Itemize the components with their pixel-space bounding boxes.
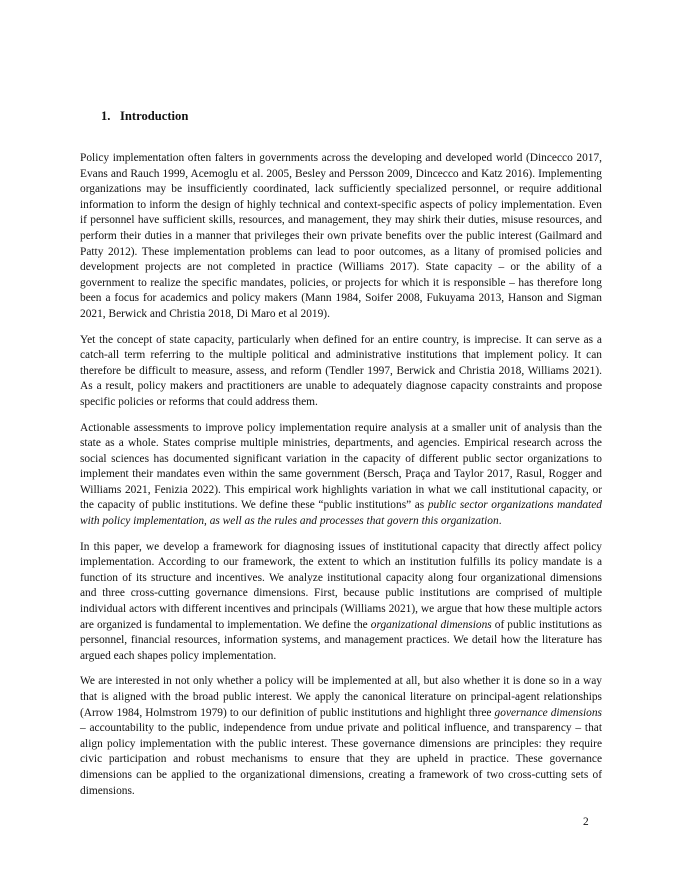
paragraph-2-text: Yet the concept of state capacity, particularly when defined for an entire country, is imprecise. It can serve as a catch-all term referring to the multiple political and administrative institutions that implement policy. It can therefore be difficult to measure, assess, and reform (Tendler 1997, Berwick and Christia 2018, Williams 2021). As a result, policy makers and practitioners are unable to adequately diagnose capacity constraints and propose specific policies or reforms that could address them.: [80, 333, 602, 408]
page-number: 2: [583, 816, 589, 828]
paragraph-3-text: Actionable assessments to improve policy implementation require analysis at a smaller unit of analysis than the state as a whole. States comprise multiple ministries, departments, and agencies. Empirical research across the social sciences has documented significant variation in the capacity of different public sector organizations to implement their mandates even within the same government (Bersch, Praça and Taylor 2017, Rasul, Rogger and Williams 2021, Fenizia 2022). This empirical work highlights variation in what we call institutional capacity, or the capacity of public institutions. We define these “public institutions” as: [80, 421, 602, 512]
paragraph-4-after: of public institutions as personnel, financial resources, information systems, and management practices. We detail how the literature has argued each shapes policy implementation.: [80, 618, 602, 662]
paragraph-4: [80, 540, 602, 665]
paragraph-3-emphasis: public sector organizations mandated with policy implementation, as well as the rules and processes that govern this organization: [80, 499, 603, 528]
body-text: [80, 151, 602, 809]
paragraph-1: [80, 151, 602, 323]
paragraph-4-text: In this paper, we develop a framework for diagnosing issues of institutional capacity that directly affect policy implementation. According to our framework, the extent to which an institution fulfills its policy mandate is a function of its structure and incentives. We analyze institutional capacity along four organizational dimensions and three cross-cutting governance dimensions. First, because public institutions are comprised of multiple individual actors with different incentives and principals (Williams 2021), we argue that how these multiple actors are organized is fundamental to implementation. We define the: [80, 540, 602, 631]
paragraph-5-emphasis: governance dimensions: [494, 706, 602, 719]
section-heading: [101, 109, 188, 124]
paragraph-1-text: Policy implementation often falters in governments across the developing and developed world (Dincecco 2017, Evans and Rauch 1999, Acemoglu et al. 2005, Besley and Persson 2009, Dincecco and Katz 2016). Implementing organizations may be insufficiently coordinated, lack sufficiently specialized personnel, or require additional information to inform the design of highly technical and context-specific aspects of policy implementation. Even if personnel have sufficient skills, resources, and management, they may shirk their duties, misuse resources, and perform their duties in a manner that privileges their own private benefits over the public interest (Gailmard and Patty 2012). These implementation problems can lead to poor outcomes, as a litany of promised policies and development projects are not completed in practice (Williams 2017). State capacity – or the ability of a government to realize the specific mandates, policies, or projects for which it is responsible – has therefore long been a focus for academics and policy makers (Mann 1984, Soifer 2008, Fukuyama 2013, Hanson and Sigman 2021, Berwick and Christia 2018, Di Maro et al 2019).: [80, 152, 602, 320]
paragraph-3-after: .: [498, 515, 502, 528]
paragraph-2: [80, 333, 602, 411]
section-title: Introduction: [120, 109, 189, 123]
paragraph-4-emphasis: organizational dimensions: [370, 618, 492, 631]
section-number: 1.: [101, 109, 111, 123]
paragraph-5-text: We are interested in not only whether a policy will be implemented at all, but also whether it is done so in a way that is aligned with the broad public interest. We apply the canonical literature on principal-agent relationships (Arrow 1984, Holmstrom 1979) to our definition of public institutions and highlight three: [80, 675, 602, 719]
paragraph-3: [80, 421, 602, 530]
paragraph-5-after: – accountability to the public, independence from undue private and political influence, and transparency – that align policy implementation with the public interest. These governance dimensions are principles: they require civic participation and robust mechanisms to ensure that they are upheld in practice. These governance dimensions can be applied to the organizational dimensions, creating a framework of two cross-cutting sets of dimensions.: [80, 722, 602, 797]
paragraph-5: [80, 674, 602, 799]
